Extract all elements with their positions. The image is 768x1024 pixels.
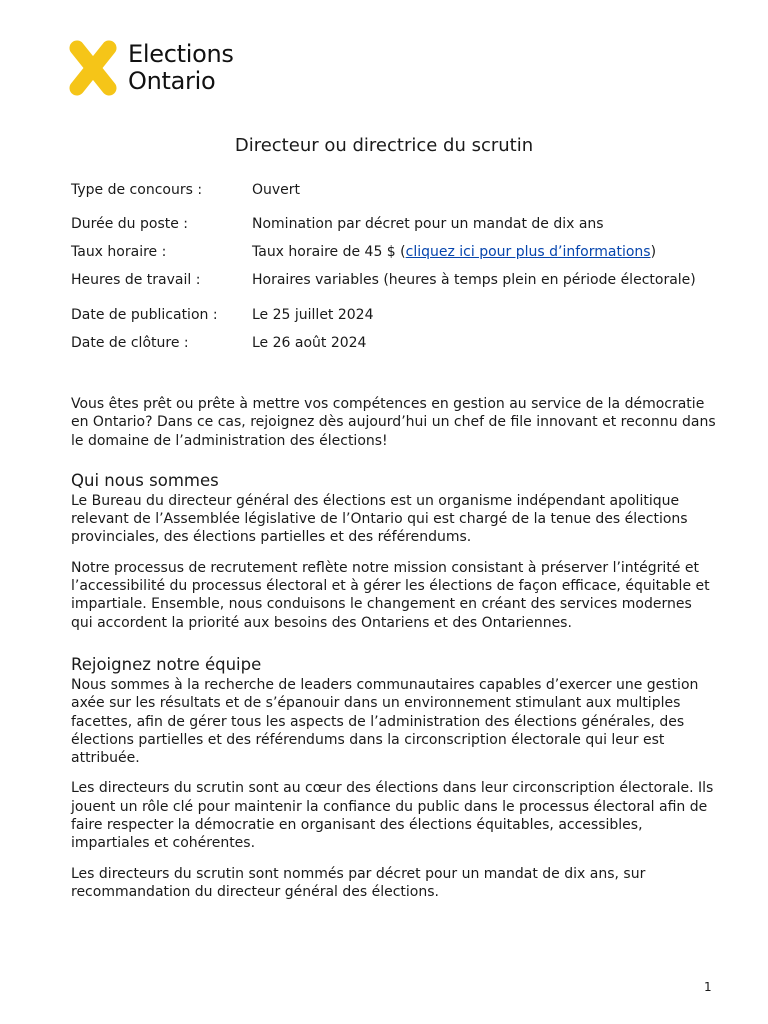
detail-row-closing-date xyxy=(71,334,711,352)
detail-label: Date de publication : xyxy=(71,307,218,323)
detail-label: Date de clôture : xyxy=(71,335,189,351)
detail-label: Durée du poste : xyxy=(71,216,189,232)
detail-value: Horaires variables (heures à temps plein en période électorale) xyxy=(252,272,696,288)
paragraph: Les directeurs du scrutin sont nommés par décret pour un mandat de dix ans, sur recommandation du directeur général des élections. xyxy=(71,865,646,900)
job-description xyxy=(71,395,716,901)
detail-value: Le 25 juillet 2024 xyxy=(252,307,374,323)
detail-value: Ouvert xyxy=(252,182,301,198)
paragraph: Les directeurs du scrutin sont au cœur des élections dans leur circonscription électorale. Ils jouent un rôle clé pour maintenir la confiance du public dans le processus électoral afin de faire respecter la démocratie en organisant des élections équitables, accessibles, impartiales et cohérentes. xyxy=(71,780,714,852)
detail-value xyxy=(252,243,707,261)
intro-paragraph: Vous êtes prêt ou prête à mettre vos compétences en gestion au service de la démocratie en Ontario? Dans ce cas, rejoignez dès aujourd’hui un chef de file innovant et reconnu dans le domaine de l’administration des élections! xyxy=(71,396,716,449)
logo-line-elections: Elections xyxy=(128,40,234,68)
section-heading-join-our-team: Rejoignez notre équipe xyxy=(71,654,262,674)
detail-label: Heures de travail : xyxy=(71,272,201,288)
more-info-link[interactable]: cliquez ici pour plus d’informations xyxy=(405,244,651,260)
rate-text-close: ) xyxy=(650,244,657,260)
detail-row-publication-date xyxy=(71,306,711,324)
logo-x-mark-icon xyxy=(68,40,118,96)
paragraph: Notre processus de recrutement reflète notre mission consistant à préserver l’intégrité et l’accessibilité du processus électoral et à gérer les élections de façon efficace, équitable et impartiale. Ensemble, nous conduisons le changement en créant des services modernes qui accordent la priorité aux besoins des Ontariens et des Ontariennes. xyxy=(71,559,710,631)
section-heading-who-we-are: Qui nous sommes xyxy=(71,470,219,490)
page-number: 1 xyxy=(704,980,712,994)
paragraph: Nous sommes à la recherche de leaders communautaires capables d’exercer une gestion axée sur les résultats et de s’épanouir dans un environnement stimulant aux multiples facettes, afin de gérer tous les aspects de l’administration des élections générales, des élections partielles et des référendums dans la circonscription électorale qui leur est attribuée. xyxy=(71,676,699,767)
detail-value: Nomination par décret pour un mandat de dix ans xyxy=(252,216,604,232)
paragraph: Le Bureau du directeur général des élections est un organisme indépendant apolitique relevant de l’Assemblée législative de l’Ontario qui est chargé de la tenue des élections provinciales, des élections partielles et des référendums. xyxy=(71,492,688,546)
detail-row-rate xyxy=(71,243,711,261)
elections-ontario-logo xyxy=(68,40,234,96)
detail-row-type xyxy=(71,181,711,199)
detail-value: Le 26 août 2024 xyxy=(252,335,367,351)
detail-row-duration xyxy=(71,215,711,233)
detail-label: Type de concours : xyxy=(71,182,203,198)
job-details xyxy=(71,181,711,352)
logo-line-ontario: Ontario xyxy=(128,67,216,95)
detail-label: Taux horaire : xyxy=(71,244,167,260)
detail-row-hours xyxy=(71,271,711,289)
rate-text: Taux horaire de 45 $ ( xyxy=(252,244,406,260)
page-title: Directeur ou directrice du scrutin xyxy=(234,135,534,156)
logo-wordmark xyxy=(128,41,234,95)
